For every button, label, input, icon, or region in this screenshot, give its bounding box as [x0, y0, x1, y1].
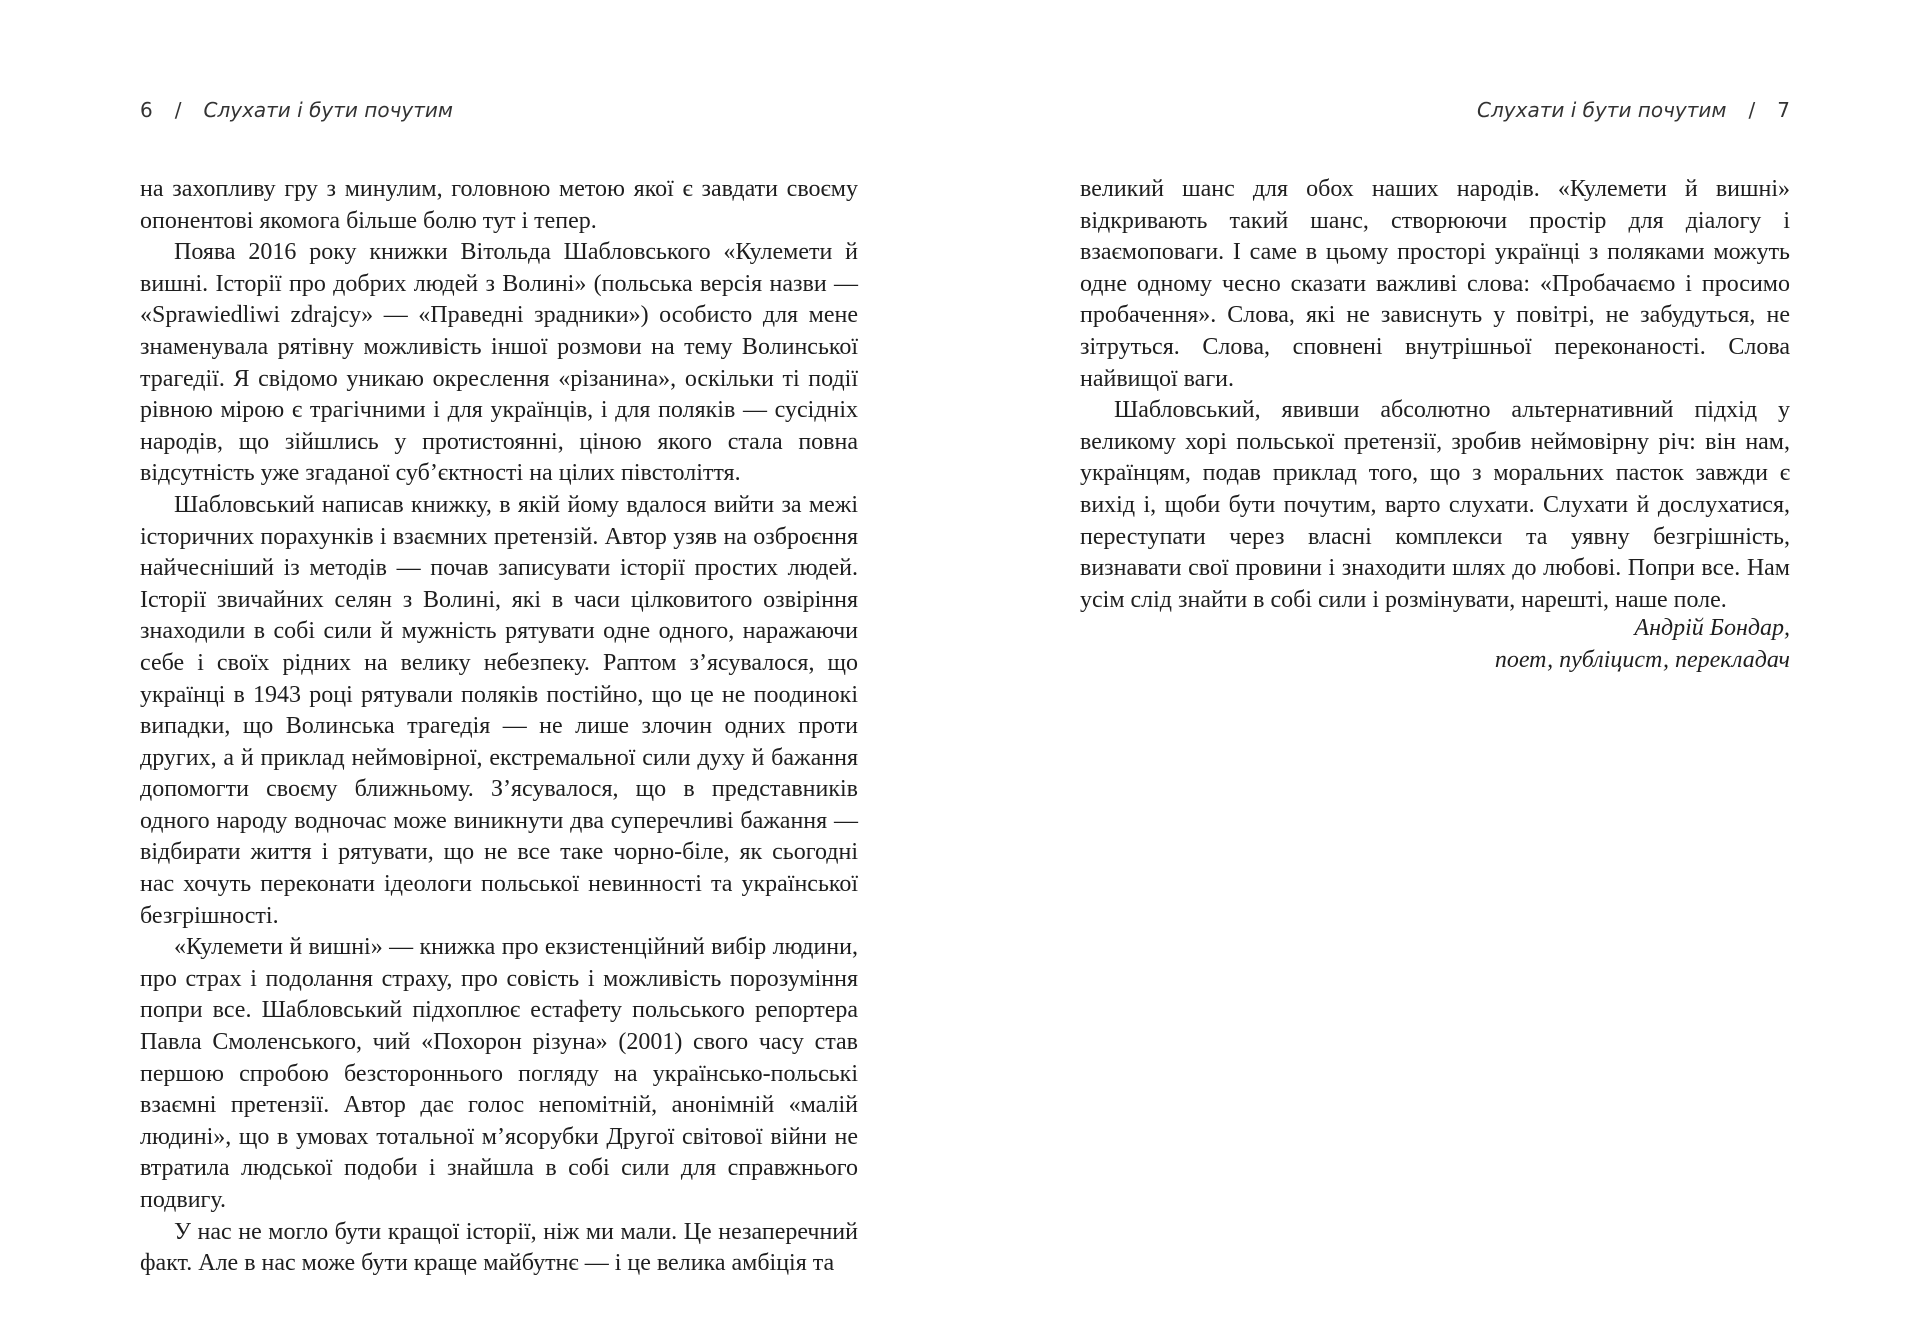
- page-number: 7: [1777, 98, 1790, 122]
- page-number: 6: [140, 98, 153, 122]
- paragraph: У нас не могло бути кращої історії, ніж ми мали. Це незаперечний факт. Але в нас може бути краще майбутнє — і це велика амбіція та: [140, 1218, 858, 1277]
- paragraph: «Кулемети й вишні» — книжка про екзистенційний вибір людини, про страх і подолання страху, про совість і можливість порозуміння попри все. Шабловський підхоплює естафету польського репортера Павла Смоленського, чий «Похорон різуна» (2001) свого часу став першою спробою безстороннього погляду на українсько-польські взаємні претензії. Автор дає голос непомітній, анонімній «малій людині», що в умовах тотальної м’ясорубки Другої світової війни не втратила людської подоби і знайшла в собі сили для справжнього подвигу.: [140, 934, 858, 1213]
- running-head-separator: /: [1748, 98, 1756, 122]
- running-title: Слухати і бути почутим: [203, 98, 453, 122]
- paragraph: великий шанс для обох наших народів. «Кулемети й вишні» відкривають такий шанс, створюючи простір для діалогу і взаємоповаги. І саме в цьому просторі українці з поляками можуть одне одному чесно сказати важливі слова: «Пробачаємо і просимо пробачення». Слова, які не зависнуть у повітрі, не забудуться, не зітруться. Слова, сповнені внутрішньої переконаності. Слова найвищої ваги.: [1080, 176, 1790, 392]
- paragraph: Поява 2016 року книжки Вітольда Шабловського «Кулемети й вишні. Історії про добрих людей з Волині» (польська версія назви — «Sprawiedliwi zdrajcy» — «Праведні зрадники») особисто для мене знаменувала рятівну можливість іншої розмови на тему Волинської трагедії. Я свідомо уникаю окреслення «різанина», оскільки ті події рівною мірою є трагічними і для українців, і для поляків — сусідніх народів, що зійшлись у протистоянні, ціною якого стала повна відсутність уже згаданої суб’єктності на цілих півстоліття.: [140, 239, 858, 487]
- running-head-left: [140, 96, 453, 124]
- author-role: поет, публіцист, перекладач: [1494, 647, 1790, 673]
- running-head-right: [1477, 96, 1790, 124]
- author-name: Андрій Бондар,: [1634, 615, 1790, 641]
- body-text-right: [1080, 174, 1790, 616]
- author-signature: [1495, 612, 1790, 676]
- paragraph: Шабловський, явивши абсолютно альтернативний підхід у великому хорі польської претензії, зробив неймовірну річ: він нам, українцям, подав приклад того, що з моральних пасток завжди є вихід і, щоби бути почутим, варто слухати. Слухати й дослухатися, переступати через власні комплекси та уявну безгрішність, визнавати свої провини і знаходити шлях до любові. Попри все. Нам усім слід знайти в собі сили і розмінувати, нарешті, наше поле.: [1080, 397, 1790, 613]
- running-head-separator: /: [174, 98, 182, 122]
- paragraph: на захопливу гру з минулим, головною метою якої є завдати своєму опонентові якомога більше болю тут і тепер.: [140, 176, 858, 234]
- paragraph: Шабловський написав книжку, в якій йому вдалося вийти за межі історичних порахунків і взаємних претензій. Автор узяв на озброєння найчесніший із методів — почав записувати історії простих людей. Історії звичайних селян з Волині, які в часи цілковитого озвіріння знаходили в собі сили й мужність рятувати одне одного, наражаючи себе і своїх рідних на велику небезпеку. Раптом з’ясувалося, що українці в 1943 році рятували поляків постійно, що це не поодинокі випадки, що Волинська трагедія — не лише злочин одних проти других, а й приклад неймовірної, екстремальної сили духу й бажання допомогти своєму ближньому. З’ясувалося, що в представників одного народу водночас може виникнути два суперечливі бажання — відбирати життя і рятувати, що не все таке чорно-біле, як сьогодні нас хочуть переконати ідеологи польської невинності та української безгрішності.: [140, 491, 858, 929]
- running-title: Слухати і бути почутим: [1477, 98, 1727, 122]
- right-page: [960, 0, 1920, 1322]
- body-text-left: [140, 174, 858, 1280]
